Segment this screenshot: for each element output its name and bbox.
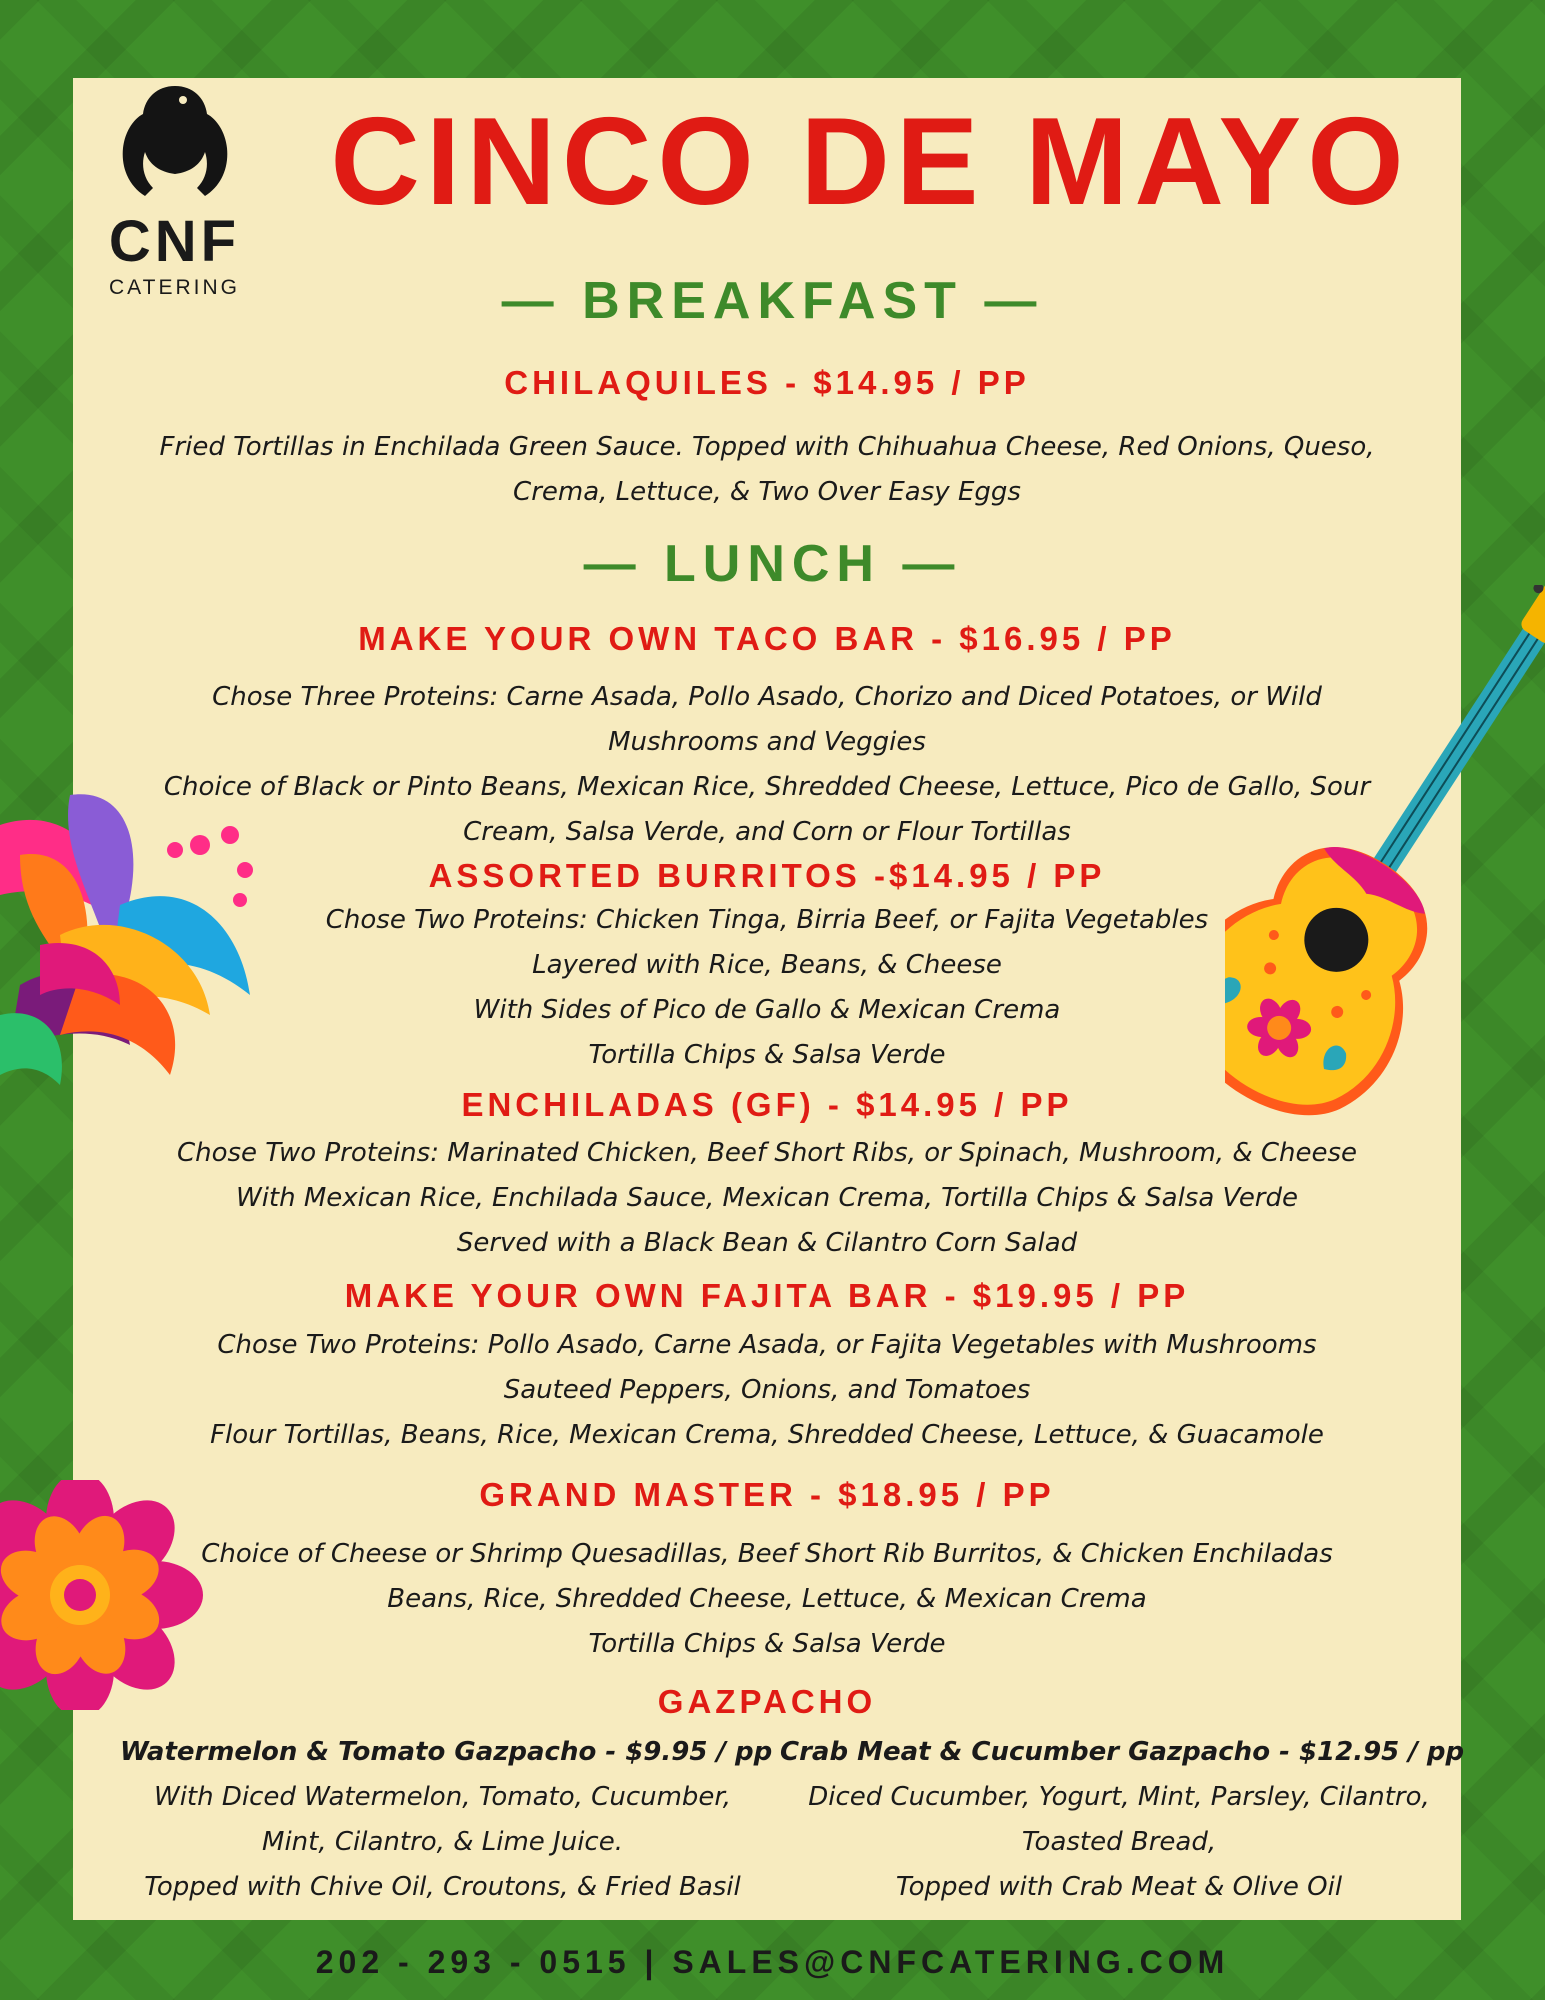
description-line: Choice of Black or Pinto Beans, Mexican Rice, Shredded Cheese, Lettuce, Pico de Gallo, Sour <box>163 772 1371 802</box>
description-line: Tortilla Chips & Salsa Verde <box>588 1040 946 1070</box>
penguin-icon <box>87 78 262 208</box>
description-line: Chose Two Proteins: Marinated Chicken, Beef Short Ribs, or Spinach, Mushroom, & Cheese <box>176 1138 1358 1168</box>
menu-item-title: MAKE YOUR OWN TACO BAR - $16.95 / PP <box>358 620 1176 657</box>
description-line: Tortilla Chips & Salsa Verde <box>588 1629 946 1659</box>
menu-item-title: CHILAQUILES - $14.95 / PP <box>504 364 1030 401</box>
description-line: Topped with Crab Meat & Olive Oil <box>895 1872 1343 1902</box>
contact-footer: 202 - 293 - 0515 | SALES@CNFCATERING.COM <box>315 1944 1230 1980</box>
description-line: Toasted Bread, <box>1021 1827 1217 1857</box>
description-line: Topped with Chive Oil, Croutons, & Fried Basil <box>144 1872 741 1902</box>
logo <box>87 78 262 308</box>
description-line: Served with a Black Bean & Cilantro Corn Salad <box>456 1228 1078 1258</box>
gazpacho-option-title: Watermelon & Tomato Gazpacho - $9.95 / pp <box>120 1737 773 1767</box>
description-line: Beans, Rice, Shredded Cheese, Lettuce, & Mexican Crema <box>387 1584 1147 1614</box>
menu-item-title: ASSORTED BURRITOS -$14.95 / PP <box>428 857 1106 894</box>
description-line: Mint, Cilantro, & Lime Juice. <box>262 1827 623 1857</box>
description-line: Fried Tortillas in Enchilada Green Sauce. Topped with Chihuahua Cheese, Red Onions, Queso, <box>159 432 1375 462</box>
menu-item-description <box>73 1131 1461 1266</box>
gazpacho-option-title: Crab Meat & Cucumber Gazpacho - $12.95 / pp <box>780 1737 1465 1767</box>
menu-item-title: GRAND MASTER - $18.95 / PP <box>479 1476 1055 1513</box>
menu-item-description <box>73 1532 1461 1667</box>
menu-item-description <box>73 425 1461 515</box>
description-line: With Sides of Pico de Gallo & Mexican Crema <box>473 995 1061 1025</box>
description-line: Flour Tortillas, Beans, Rice, Mexican Crema, Shredded Cheese, Lettuce, & Guacamole <box>210 1420 1324 1450</box>
menu-item-title: MAKE YOUR OWN FAJITA BAR - $19.95 / PP <box>344 1277 1190 1314</box>
description-line: With Diced Watermelon, Tomato, Cucumber, <box>153 1782 731 1812</box>
description-line: Mushrooms and Veggies <box>608 727 926 757</box>
logo-brand: CNF <box>108 209 241 274</box>
description-line: Layered with Rice, Beans, & Cheese <box>532 950 1002 980</box>
description-line: Crema, Lettuce, & Two Over Easy Eggs <box>513 477 1021 507</box>
description-line: Choice of Cheese or Shrimp Quesadillas, Beef Short Rib Burritos, & Chicken Enchiladas <box>201 1539 1333 1569</box>
section-heading-lunch: — LUNCH — <box>583 535 962 593</box>
description-line: Cream, Salsa Verde, and Corn or Flour Tortillas <box>463 817 1071 847</box>
description-line: Chose Three Proteins: Carne Asada, Pollo Asado, Chorizo and Diced Potatoes, or Wild <box>212 682 1322 712</box>
logo-subtitle: CATERING <box>109 276 240 299</box>
description-line: With Mexican Rice, Enchilada Sauce, Mexican Crema, Tortilla Chips & Salsa Verde <box>235 1183 1298 1213</box>
menu-item-description <box>73 1323 1461 1458</box>
gazpacho-option <box>780 1730 1465 1910</box>
guitar-icon <box>1225 585 1545 1145</box>
description-line: Chose Two Proteins: Chicken Tinga, Birria Beef, or Fajita Vegetables <box>325 905 1209 935</box>
gazpacho-option <box>120 1730 773 1910</box>
gazpacho-heading: GAZPACHO <box>657 1683 877 1720</box>
flower-decoration-icon <box>0 1480 230 1710</box>
section-heading-breakfast: — BREAKFAST — <box>501 272 1044 330</box>
description-line: Sauteed Peppers, Onions, and Tomatoes <box>503 1375 1031 1405</box>
menu-item-title: ENCHILADAS (GF) - $14.95 / PP <box>461 1086 1073 1123</box>
page-title: CINCO DE MAYO <box>330 93 1410 231</box>
description-line: Diced Cucumber, Yogurt, Mint, Parsley, Cilantro, <box>808 1782 1430 1812</box>
floral-decoration-icon <box>0 785 320 1105</box>
description-line: Chose Two Proteins: Pollo Asado, Carne Asada, or Fajita Vegetables with Mushrooms <box>217 1330 1317 1360</box>
